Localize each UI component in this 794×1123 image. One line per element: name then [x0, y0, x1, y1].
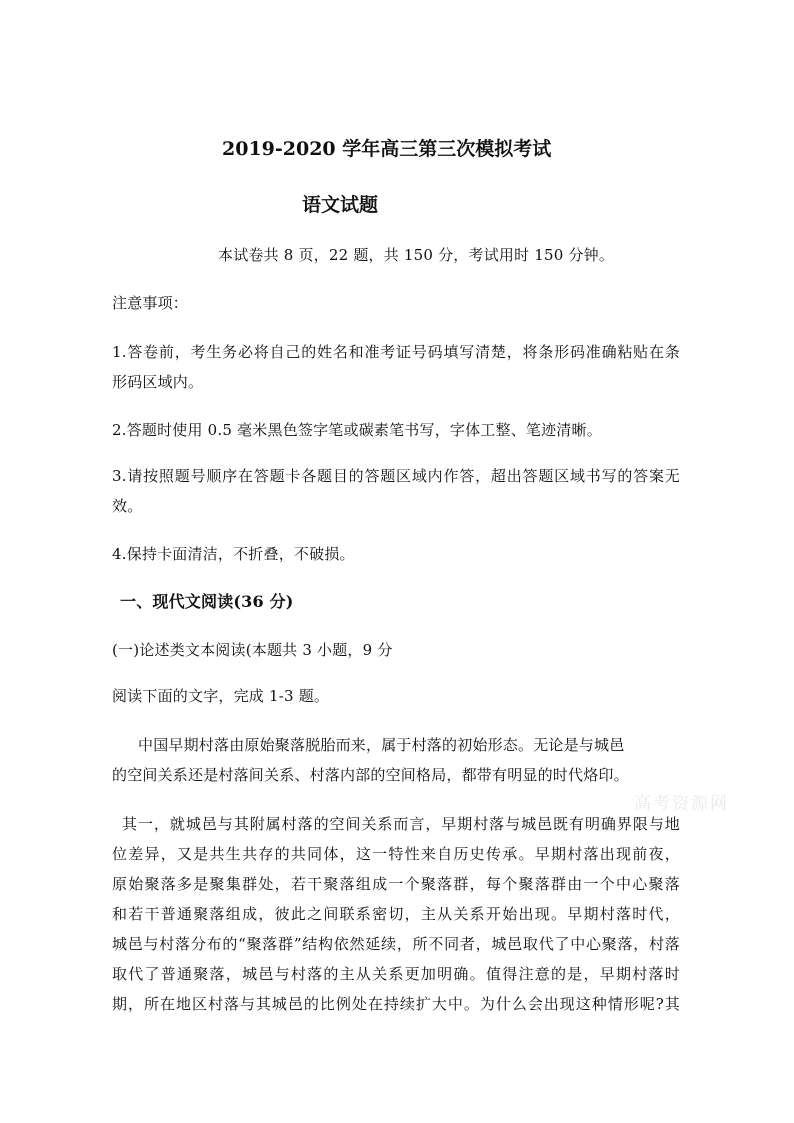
paragraph-2-line-2: 位差异，又是共生共存的共同体，这一特性来自历史传承。早期村落出现前夜，: [112, 845, 680, 863]
paragraph-2-line-4: 和若干普通聚落组成，彼此之间联系密切，主从关系开始出现。早期村落时代，: [112, 905, 680, 923]
paragraph-2-line-6: 取代了普通聚落，城邑与村落的主从关系更加明确。值得注意的是，早期村落时: [112, 965, 680, 983]
section-heading: 一、现代文阅读(36 分): [120, 592, 294, 611]
notice-2: 2.答题时使用 0.5 毫米黑色签字笔或碳素笔书写，字体工整、笔迹清晰。: [112, 421, 602, 439]
notice-3-line-1: 3.请按照题号顺序在答题卡各题目的答题区域内作答，超出答题区域书写的答案无: [112, 467, 680, 485]
exam-title: 2019-2020 学年高三第三次模拟考试: [222, 138, 552, 160]
notice-3-line-2: 效。: [112, 497, 143, 515]
paragraph-2-line-1: 其一，就城邑与其附属村落的空间关系而言，早期村落与城邑既有明确界限与地: [122, 815, 680, 833]
paragraph-2-line-3: 原始聚落多是聚集群处，若干聚落组成一个聚落群，每个聚落群由一个中心聚落: [112, 875, 680, 893]
notice-4: 4.保持卡面清洁，不折叠，不破损。: [112, 545, 355, 563]
paragraph-2-line-5: 城邑与村落分布的“聚落群”结构依然延续，所不同者，城邑取代了中心聚落，村落: [112, 935, 680, 953]
reading-instruction: 阅读下面的文字，完成 1-3 题。: [112, 687, 330, 705]
paragraph-1-line-2: 的空间关系还是村落间关系、村落内部的空间格局，都带有明显的时代烙印。: [112, 766, 629, 784]
subject-title: 语文试题: [302, 194, 379, 216]
subsection-heading: (一)论述类文本阅读(本题共 3 小题，9 分: [112, 641, 393, 659]
notice-heading: 注意事项：: [112, 294, 189, 312]
watermark-text: 高考资源网: [634, 794, 729, 814]
exam-info: 本试卷共 8 页，22 题，共 150 分，考试用时 150 分钟。: [218, 246, 615, 264]
notice-1-line-1: 1.答卷前，考生务必将自己的姓名和准考证号码填写清楚，将条形码准确粘贴在条: [112, 343, 680, 361]
paragraph-2-line-7: 期，所在地区村落与其城邑的比例处在持续扩大中。为什么会出现这种情形呢?其: [112, 995, 680, 1013]
paragraph-1-line-1: 中国早期村落由原始聚落脱胎而来，属于村落的初始形态。无论是与城邑: [138, 736, 625, 754]
notice-1-line-2: 形码区域内。: [112, 373, 204, 391]
